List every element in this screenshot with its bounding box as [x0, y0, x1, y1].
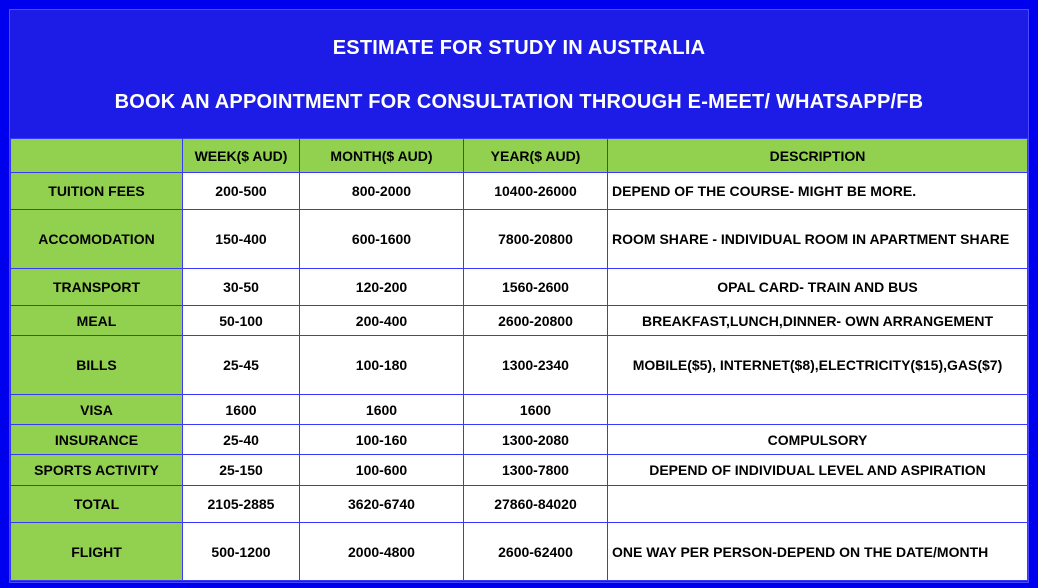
table-row	[11, 425, 1028, 455]
description-cell: BREAKFAST,LUNCH,DINNER- OWN ARRANGEMENT	[608, 306, 1028, 336]
month-cell: 120-200	[300, 269, 464, 306]
row-label: INSURANCE	[11, 425, 183, 455]
description-cell: DEPEND OF INDIVIDUAL LEVEL AND ASPIRATION	[608, 455, 1028, 486]
week-cell: 150-400	[183, 210, 300, 269]
row-label: FLIGHT	[11, 523, 183, 581]
page-title: ESTIMATE FOR STUDY IN AUSTRALIA	[332, 37, 706, 59]
description-cell	[608, 395, 1028, 425]
week-cell: 50-100	[183, 306, 300, 336]
row-label: BILLS	[11, 336, 183, 395]
week-cell: 500-1200	[183, 523, 300, 581]
year-cell: 1560-2600	[464, 269, 608, 306]
row-label: SPORTS ACTIVITY	[11, 455, 183, 486]
description-cell: ONE WAY PER PERSON-DEPEND ON THE DATE/MONTH	[608, 523, 1028, 581]
week-cell: 25-45	[183, 336, 300, 395]
year-cell: 27860-84020	[464, 486, 608, 523]
column-header-label	[11, 139, 183, 173]
table-row	[11, 210, 1028, 269]
month-cell: 800-2000	[300, 173, 464, 210]
table-row	[11, 336, 1028, 395]
month-cell: 100-160	[300, 425, 464, 455]
table-row	[11, 455, 1028, 486]
description-cell: DEPEND OF THE COURSE- MIGHT BE MORE.	[608, 173, 1028, 210]
month-cell: 3620-6740	[300, 486, 464, 523]
row-label: VISA	[11, 395, 183, 425]
table-row	[11, 486, 1028, 523]
table-row	[11, 395, 1028, 425]
column-header-month: MONTH($ AUD)	[300, 139, 464, 173]
table-row	[11, 173, 1028, 210]
row-label: ACCOMODATION	[11, 210, 183, 269]
description-cell: COMPULSORY	[608, 425, 1028, 455]
year-cell: 1600	[464, 395, 608, 425]
column-header-week: WEEK($ AUD)	[183, 139, 300, 173]
table-row	[11, 269, 1028, 306]
description-cell: MOBILE($5), INTERNET($8),ELECTRICITY($15),GAS($7)	[608, 336, 1028, 395]
column-header-year: YEAR($ AUD)	[464, 139, 608, 173]
year-cell: 1300-7800	[464, 455, 608, 486]
description-cell: OPAL CARD- TRAIN AND BUS	[608, 269, 1028, 306]
row-label: TUITION FEES	[11, 173, 183, 210]
row-label: TRANSPORT	[11, 269, 183, 306]
week-cell: 30-50	[183, 269, 300, 306]
row-label: TOTAL	[11, 486, 183, 523]
month-cell: 100-180	[300, 336, 464, 395]
description-cell	[608, 486, 1028, 523]
month-cell: 100-600	[300, 455, 464, 486]
month-cell: 2000-4800	[300, 523, 464, 581]
week-cell: 2105-2885	[183, 486, 300, 523]
year-cell: 10400-26000	[464, 173, 608, 210]
month-cell: 600-1600	[300, 210, 464, 269]
year-cell: 2600-62400	[464, 523, 608, 581]
week-cell: 200-500	[183, 173, 300, 210]
year-cell: 2600-20800	[464, 306, 608, 336]
month-cell: 200-400	[300, 306, 464, 336]
column-header-description: DESCRIPTION	[608, 139, 1028, 173]
description-cell: ROOM SHARE - INDIVIDUAL ROOM IN APARTMENT SHARE	[608, 210, 1028, 269]
year-cell: 1300-2080	[464, 425, 608, 455]
table-row	[11, 306, 1028, 336]
month-cell: 1600	[300, 395, 464, 425]
week-cell: 1600	[183, 395, 300, 425]
week-cell: 25-150	[183, 455, 300, 486]
row-label: MEAL	[11, 306, 183, 336]
estimate-table	[10, 138, 1028, 581]
year-cell: 1300-2340	[464, 336, 608, 395]
year-cell: 7800-20800	[464, 210, 608, 269]
table-row	[11, 523, 1028, 581]
table-header-row	[11, 139, 1028, 173]
week-cell: 25-40	[183, 425, 300, 455]
page-subtitle: BOOK AN APPOINTMENT FOR CONSULTATION THROUGH E-MEET/ WHATSAPP/FB	[114, 91, 924, 113]
